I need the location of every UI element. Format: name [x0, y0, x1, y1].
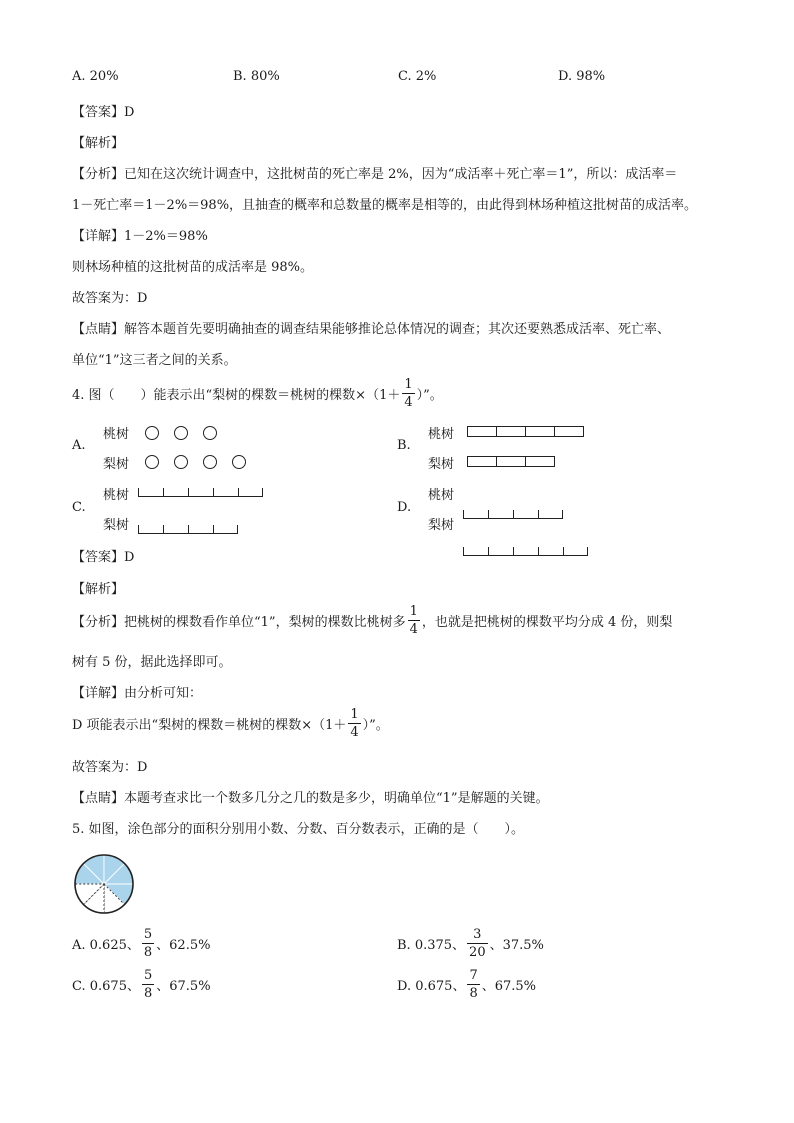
q3-option-a: A. 20% — [72, 69, 119, 84]
q4-final: 故答案为：D — [72, 760, 148, 775]
q3-option-b: B. 80% — [233, 69, 280, 84]
q4-c-pear-line — [138, 523, 238, 534]
pear-circle — [145, 455, 159, 469]
q4-option-c-label: C. — [72, 500, 86, 515]
q4-option-b-label: B. — [397, 438, 411, 453]
answer-value: D — [124, 105, 135, 120]
q4-stem-post: ）”。 — [416, 388, 443, 403]
q5-fraction-circle — [73, 853, 135, 915]
pear-circle — [203, 455, 217, 469]
q3-dianjing-line2: 单位“1”这三者之间的关系。 — [72, 353, 237, 368]
detail2-pre: D 项能表示出“梨树的棵数＝桃树的棵数×（1＋ — [72, 718, 347, 733]
q4-d-peach-line — [463, 508, 563, 519]
q3-detail — [72, 225, 208, 244]
q4-b-peach-label: 桃树 — [428, 427, 455, 442]
q5-a-fraction: $\frac{5}{8}$ — [143, 927, 153, 960]
q4-fenxi-line2: 树有 5 份，据此选择即可。 — [72, 655, 232, 670]
detail2-post: ）”。 — [362, 718, 389, 733]
fenxi-text-post: ，也就是把桃树的棵数平均分成 4 份，则梨 — [421, 615, 673, 630]
pear-circle — [174, 455, 188, 469]
q4-d-peach-label: 桃树 — [428, 488, 455, 503]
dianjing-text: 本题考查求比一个数多几分之几的数是多少，明确单位“1”是解题的关键。 — [124, 791, 549, 806]
q4-option-d-label: D. — [397, 500, 412, 515]
dianjing-text: 解答本题首先要明确抽查的调查结果能够推论总体情况的调查；其次还要熟悉成活率、死亡率、 — [124, 322, 671, 337]
q5-b-fraction: $\frac{3}{20}$ — [469, 927, 486, 960]
q4-c-pear-label: 梨树 — [103, 518, 130, 533]
q5-option-b: B. 0.375、 $\frac{3}{20}$ 、37.5% — [397, 927, 544, 960]
fenxi-text-pre: 把桃树的棵数看作单位“1”，梨树的棵数比桃树多 — [124, 615, 406, 630]
q5-option-d: D. 0.675、 $\frac{7}{8}$ 、67.5% — [397, 968, 537, 1001]
q3-fenxi-line2: 1－死亡率＝1－2%＝98%，且抽查的概率和总数量的概率是相等的，由此得到林场种植这批树苗的成活率。 — [72, 198, 698, 213]
q4-a-peach-label: 桃树 — [103, 427, 130, 442]
q4-stem-pre: 4. 图（ ）能表示出“梨树的棵数＝桃树的棵数×（1＋ — [72, 388, 401, 403]
q4-dianjing — [72, 787, 549, 806]
q5-c-fraction: $\frac{5}{8}$ — [143, 968, 153, 1001]
q4-detail — [72, 682, 202, 701]
q4-c-peach-line — [138, 486, 263, 497]
answer-tag: 【答案】 — [72, 105, 125, 120]
q3-detail2: 则林场种植的这批树苗的成活率是 98%。 — [72, 260, 314, 275]
detail-text: 1－2%＝98% — [124, 229, 208, 244]
q4-stem-fraction: $\frac{1}{4}$ — [404, 377, 413, 410]
fenxi-text: 已知在这次统计调查中，这批树苗的死亡率是 2%，因为“成活率＋死亡率＝1”，所以：成活率＝ — [124, 167, 678, 182]
q4-option-a-label: A. — [72, 438, 86, 453]
detail-tag: 【详解】 — [72, 229, 125, 244]
q3-answer — [72, 101, 134, 120]
q3-fenxi-line1 — [72, 163, 677, 182]
q4-b-peach-bar — [467, 426, 584, 437]
fenxi-tag: 【分析】 — [72, 167, 125, 182]
q4-analysis-tag: 【解析】 — [72, 582, 125, 597]
q4-detail2 — [72, 708, 389, 739]
answer-tag: 【答案】 — [72, 550, 125, 565]
q4-a-pear-circles — [145, 455, 246, 469]
peach-circle — [145, 426, 159, 440]
q4-b-pear-bar — [467, 456, 555, 467]
dianjing-tag: 【点睛】 — [72, 791, 125, 806]
q3-dianjing-line1 — [72, 318, 670, 337]
q3-option-c: C. 2% — [398, 69, 437, 84]
q4-b-pear-label: 梨树 — [428, 457, 455, 472]
detail2-fraction: $\frac{1}{4}$ — [350, 707, 359, 740]
peach-circle — [174, 426, 188, 440]
q4-stem — [72, 378, 443, 409]
answer-value: D — [124, 550, 135, 565]
peach-circle — [203, 426, 217, 440]
q4-a-peach-circles — [145, 426, 217, 440]
q5-option-c: C. 0.675、 $\frac{5}{8}$ 、67.5% — [72, 968, 211, 1001]
q4-d-pear-label: 梨树 — [428, 518, 455, 533]
q3-analysis-tag: 【解析】 — [72, 136, 125, 151]
q5-stem: 5. 如图，涂色部分的面积分别用小数、分数、百分数表示，正确的是（ ）。 — [72, 822, 525, 837]
fenxi-tag: 【分析】 — [72, 615, 125, 630]
fenxi-fraction: $\frac{1}{4}$ — [409, 604, 418, 637]
q4-fenxi-line1 — [72, 605, 672, 636]
q5-option-a: A. 0.625、 $\frac{5}{8}$ 、62.5% — [72, 927, 211, 960]
q3-option-d: D. 98% — [558, 69, 606, 84]
q4-d-pear-line — [463, 545, 588, 556]
pear-circle — [232, 455, 246, 469]
q3-final: 故答案为：D — [72, 291, 148, 306]
detail-tag: 【详解】 — [72, 686, 125, 701]
dianjing-tag: 【点睛】 — [72, 322, 125, 337]
detail-text: 由分析可知： — [124, 686, 203, 701]
q4-c-peach-label: 桃树 — [103, 488, 130, 503]
q5-d-fraction: $\frac{7}{8}$ — [469, 968, 478, 1001]
q4-answer — [72, 546, 134, 565]
q4-a-pear-label: 梨树 — [103, 457, 130, 472]
